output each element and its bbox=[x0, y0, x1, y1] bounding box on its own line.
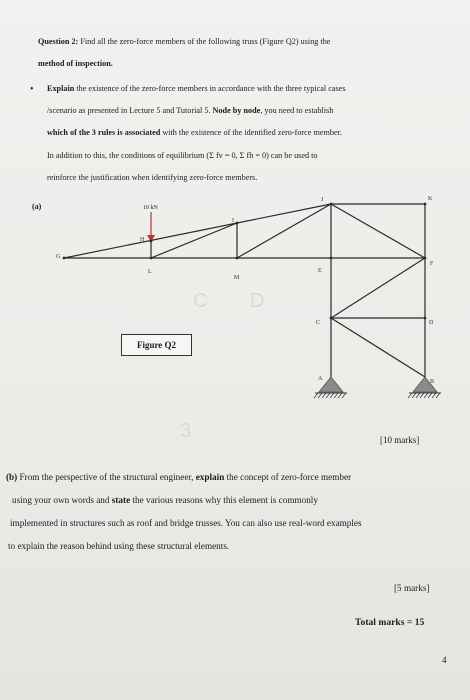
part-b-text: the concept of zero-force member bbox=[224, 472, 352, 482]
part-b-bold-state: state bbox=[111, 495, 131, 505]
question-number: Question 2: bbox=[38, 37, 79, 46]
part-b-label: (b) bbox=[6, 472, 18, 482]
node-label: D bbox=[429, 320, 434, 326]
part-b-text: using your own words and bbox=[12, 495, 112, 505]
load-arrow-icon bbox=[147, 212, 155, 242]
instruction-line-2 bbox=[47, 106, 333, 116]
node-label: G bbox=[56, 254, 61, 260]
marks-part-b: [5 marks] bbox=[394, 583, 430, 593]
node-labels bbox=[56, 196, 434, 385]
node-label: L bbox=[148, 269, 152, 275]
pin-support-B-icon bbox=[408, 377, 441, 398]
node-label: C bbox=[316, 320, 321, 326]
load-label: 10 kN bbox=[143, 205, 158, 211]
member-MJ bbox=[237, 204, 331, 258]
part-b-line-1 bbox=[6, 472, 351, 484]
total-marks: Total marks = 15 bbox=[355, 617, 425, 628]
truss-diagram bbox=[0, 185, 470, 415]
watermark-mark: C bbox=[193, 290, 208, 312]
part-b-line-3: implemented in structures such as roof and bridge trusses. You can also use real-word examples bbox=[10, 518, 362, 528]
bullet-point: • bbox=[30, 84, 34, 95]
node-label: F bbox=[430, 261, 434, 267]
instruction-bold-rules: which of the 3 rules is associated bbox=[47, 128, 161, 137]
instruction-bold-node: Node by node bbox=[212, 106, 261, 115]
member-LI bbox=[151, 223, 237, 258]
part-b-text: the various reasons why this element is commonly bbox=[130, 495, 318, 505]
member-FC bbox=[331, 258, 425, 318]
instruction-text: /scenario as presented in Lecture 5 and Tutorial 5. bbox=[47, 106, 213, 115]
member-JF bbox=[331, 204, 425, 258]
instruction-bold-explain: Explain bbox=[47, 84, 75, 93]
instruction-text: the existence of the zero-force members in accordance with the three typical cases bbox=[74, 84, 346, 93]
part-a-label: (a) bbox=[32, 202, 42, 211]
truss-members bbox=[64, 204, 425, 377]
watermark-mark: D bbox=[250, 290, 265, 312]
instruction-line-3 bbox=[47, 128, 342, 138]
figure-caption: Figure Q2 bbox=[121, 334, 192, 356]
node-label: B bbox=[430, 379, 435, 385]
member-GJ bbox=[64, 204, 331, 258]
node-label: E bbox=[318, 268, 322, 274]
node-label: H bbox=[140, 237, 145, 243]
node-label: A bbox=[318, 376, 323, 382]
node-label: J bbox=[321, 197, 324, 203]
member-CB bbox=[331, 318, 425, 377]
instruction-text: , you need to establish bbox=[260, 106, 334, 115]
part-b-line-4: to explain the reason behind using these structural elements. bbox=[8, 541, 230, 551]
instruction-text: with the existence of the identified zero-force member. bbox=[160, 128, 342, 137]
part-b-text: From the perspective of the structural engineer, bbox=[17, 472, 196, 482]
node-label: K bbox=[428, 196, 433, 202]
instruction-line-1 bbox=[47, 84, 346, 94]
part-b-bold-explain: explain bbox=[195, 472, 225, 482]
question-heading-text: Find all the zero-force members of the following truss (Figure Q2) using the bbox=[78, 37, 331, 46]
node-label: I bbox=[232, 218, 234, 224]
instruction-line-4: In addition to this, the conditions of equilibrium (Σ fv = 0, Σ fh = 0) can be used to bbox=[47, 151, 318, 160]
node-label: M bbox=[234, 275, 240, 281]
marks-part-a: [10 marks] bbox=[380, 435, 420, 445]
question-heading bbox=[38, 37, 330, 47]
question-heading-line2: method of inspection. bbox=[38, 59, 113, 68]
page-number: 4 bbox=[442, 655, 447, 665]
watermark-mark: 3 bbox=[180, 420, 192, 442]
part-b-line-2 bbox=[12, 495, 318, 507]
instruction-line-5: reinforce the justification when identifying zero-force members. bbox=[47, 173, 258, 182]
